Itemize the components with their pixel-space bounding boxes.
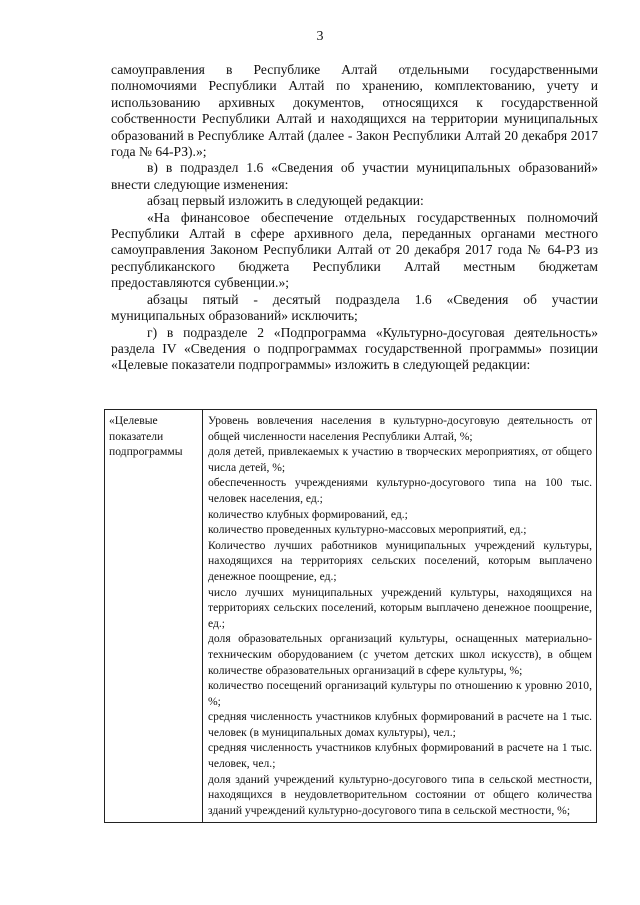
- paragraph: абзац первый изложить в следующей редакции:: [147, 193, 424, 209]
- indicator-item: количество клубных формирований, ед.;: [208, 507, 408, 521]
- indicator-item: число лучших муниципальных учреждений культуры, находящихся на территориях сельских поселений, которым выплачено денежное поощрение, ед.;: [208, 585, 592, 630]
- page-number: 3: [316, 29, 324, 44]
- indicator-item: обеспеченность учреждениями культурно-досугового типа на 100 тыс. человек населения, ед.;: [208, 476, 592, 505]
- paragraph: в) в подраздел 1.6 «Сведения об участии муниципальных образований» внести следующие изменения:: [111, 160, 598, 192]
- indicator-item: доля образовательных организаций культуры, оснащенных материально-техническим оборудованием (с учетом детских школ искусств), в общем количестве образовательных организаций в сфере культуры, %;: [208, 632, 592, 677]
- table-label-cell: «Целевые показатели подпрограммы: [105, 410, 203, 823]
- indicator-item: доля зданий учреждений культурно-досугового типа в сельской местности, находящихся в неудовлетворительном состоянии от общего количества зданий учреждений культурно-досугового типа в сельской местности, %;: [208, 772, 592, 817]
- paragraph: абзацы пятый - десятый подраздела 1.6 «Сведения об участии муниципальных образований» исключить;: [111, 291, 598, 324]
- indicator-item: средняя численность участников клубных формирований в расчете на 1 тыс. человек, чел.;: [208, 741, 592, 771]
- paragraph: самоуправления в Республике Алтай отдельными государственными полномочиями Республики Алтай по хранению, комплектованию, учету и использованию архивных документов, относящихся к государственной собственности Республики Алтай и находящихся на территории муниципальных образований в Республике Алтай (далее - Закон Республики Алтай 20 декабря 2017 года № 64-РЗ).»;: [111, 62, 598, 160]
- table-row: [105, 410, 597, 823]
- target-indicators-table: [104, 409, 597, 823]
- table-indicators-cell: [203, 410, 597, 823]
- indicator-item: средняя численность участников клубных формирований в расчете на 1 тыс. человек (в муниципальных домах культуры), чел.;: [208, 710, 592, 739]
- paragraph: г) в подразделе 2 «Подпрограмма «Культурно-досуговая деятельность» раздела IV «Сведения о подпрограммах государственной программы» позиции «Целевые показатели подпрограммы» изложить в следующей редакции:: [111, 324, 598, 373]
- indicator-item: доля детей, привлекаемых к участию в творческих мероприятиях, от общего числа детей, %;: [208, 445, 592, 474]
- indicator-item: количество проведенных культурно-массовых мероприятий, ед.;: [208, 523, 527, 537]
- indicator-item: количество посещений организаций культуры по отношению к уровню 2010, %;: [208, 679, 592, 708]
- indicator-item: Количество лучших работников муниципальных учреждений культуры, находящихся на территориях сельских поселений, которым выплачено денежное поощрение, ед.;: [208, 538, 592, 583]
- body-text: [111, 62, 598, 374]
- paragraph: «На финансовое обеспечение отдельных государственных полномочий Республики Алтай в сфере архивного дела, переданных органами местного самоуправления Законом Республики Алтай от 20 декабря 2017 года № 64-РЗ из республиканского бюджета Республики Алтай местным бюджетам предоставляются субвенции.»;: [111, 209, 598, 291]
- indicator-item: Уровень вовлечения населения в культурно-досуговую деятельность от общей численности населения Республики Алтай, %;: [208, 414, 592, 443]
